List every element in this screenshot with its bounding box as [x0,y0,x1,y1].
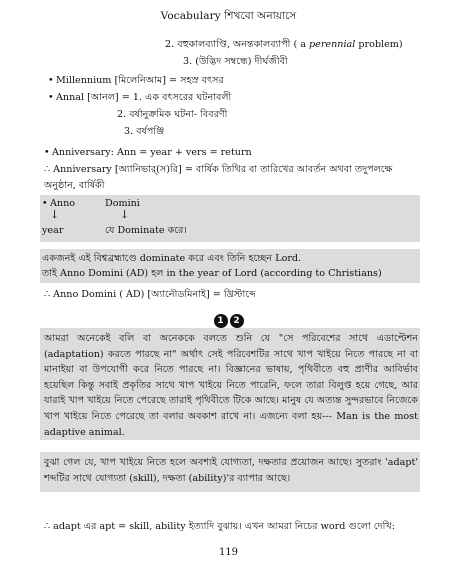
domini-meaning: যে Dominate করে। [105,225,187,236]
down-arrow-icon: ↓ [120,208,130,221]
anno-meaning: year [42,225,64,236]
bullet-icon: • [48,75,54,86]
adapt-skill-paragraph: বুঝা গেল যে, খাপ খাইয়ে নিতে হলে অবশ্যই যোগ্যতা, দক্ষতার প্রয়োজন আছে। সুতরাং 'adapt' শব্দটির সাথে যোগ্যতা (skill), দক্ষতা (ability)'র ব্যাপার আছে। [44,457,418,484]
annal-entry: • Annal [আনল] = 1. এক বৎসরের ঘটনাবলী [48,92,232,103]
section-digit-badge: 2 [230,314,244,328]
anno-domini-etymology-box [40,195,420,242]
down-arrow-icon: ↓ [50,208,60,221]
domini-word: Domini [105,198,140,209]
adaptation-paragraph: আমরা অনেকেই বলি বা অনেককে বলতে শুনি যে "সে পরিবেশের সাথে এডাপ্টেশন (adaptation) করতে পারছে না" অর্থাৎ সেই পরিবেশটির সাথে খাপ খাইয়ে নিতে পারছে না বা মানাইয়া বা উপযোগী করে নিতে পারছে না। বিজ্ঞানের ভাষায়, পৃথিবীতে বহু প্রাণীর আবির্ভাব হয়েছিল কিন্তু সবাই প্রকৃতির সাথে খাপ খাইয়ে নিতে পারেনি, ফলে তারা বিলুপ্ত হয়ে গেছে, আর যারাই খাপ খাইয়ে নিতে পেরেছে তারাই পৃথিবীতে টিকে আছে। মানুষ যে অত্যন্ত সুন্দরভাবে নিজেকে খাপ খাইয়ে নিতে পেরেছে তা বলার অবকাশ রাখে না। এজন্যে বলা হয়--- Man is the most adaptive animal. [44,333,418,438]
section-digit-badge: 1 [214,314,228,328]
perennial-meaning-2: 2. বহুকালব্যাপ্তি, অনন্তকালব্যাপী ( a perennial problem) [165,39,403,50]
adapt-apt-definition: ∴ adapt এর apt = skill, ability ইত্যাদি বুঝায়। এখন আমরা নিচের word গুলো দেখি: [44,521,395,532]
anniversary-definition: ∴ Anniversary [অ্যানিভার্(স)রি] = বার্ষিক তিথির বা তারিখের আবর্তন অথবা তদুপলক্ষে [44,164,393,175]
annal-meaning-3: 3. বর্ষপঞ্জি [124,126,165,137]
section-number [0,308,457,328]
bullet-icon: • [48,92,54,103]
millennium-entry: • Millennium [মিলেনিআম] = সহস্র বৎসর [48,75,224,86]
bullet-icon: • [44,147,50,158]
anno-domini-definition: ∴ Anno Domini ( AD) [অ্যানৌডমিনাই] = খ্রিস্টাব্দে [44,289,256,300]
bullet-icon: • [42,198,48,209]
page-number: 119 [218,547,239,558]
annal-meaning-2: 2. বর্ষানুক্রমিক ঘটনা- বিবরণী [117,109,228,120]
anniversary-etymology: • Anniversary: Ann = year + vers = return [44,147,252,158]
lord-line-1: একজনই এই বিশ্বব্রহ্মাণ্ডে dominate করে এবং তিনি হচ্ছেন Lord. [42,253,302,264]
anno-word: • Anno [42,198,76,209]
page-header: Vocabulary শিখবো অনায়াসে [160,10,297,22]
perennial-meaning-3: 3. (উদ্ভিদ সম্বন্ধে) দীর্ঘজীবী [183,56,288,67]
anniversary-definition-cont: অনুষ্ঠান, বার্ষিকী [44,180,105,191]
lord-line-2: তাই Anno Domini (AD) হল in the year of Lord (according to Christians) [42,268,382,279]
lord-explanation-box [40,249,420,283]
